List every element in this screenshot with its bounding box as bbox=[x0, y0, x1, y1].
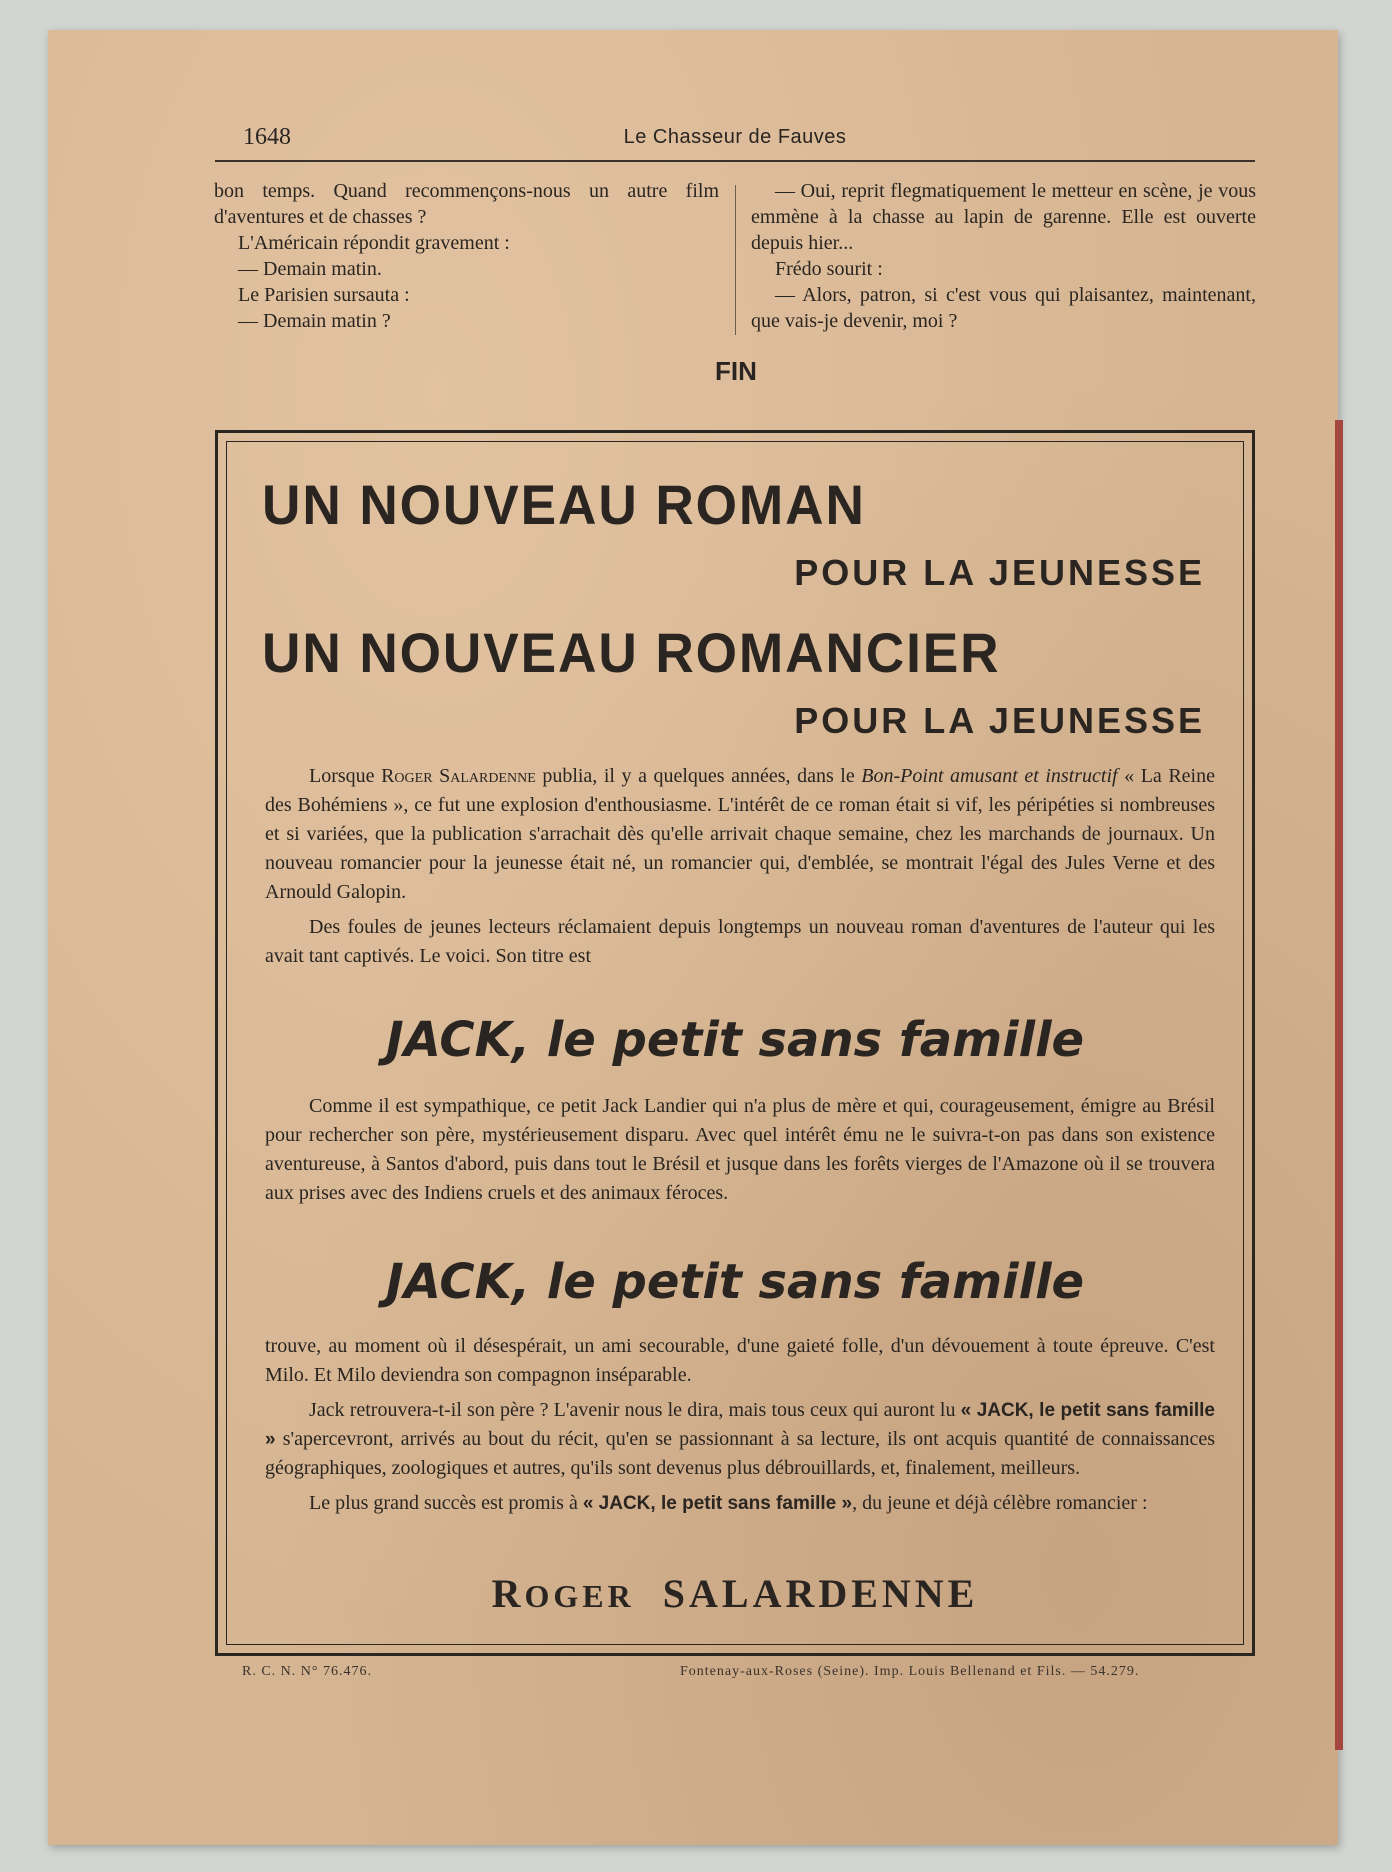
author-signature bbox=[227, 1570, 1243, 1617]
story-line: — Demain matin ? bbox=[238, 310, 391, 332]
story-line: Frédo sourit : bbox=[775, 258, 883, 280]
ad-paragraph: trouve, au moment où il désespérait, un ami secourable, d'une gaieté folle, d'un dévouement à toute épreuve. C'est Milo. Et Milo deviendra son compagnon inséparable. bbox=[265, 1335, 1215, 1386]
book-title: JACK, le petit sans famille bbox=[385, 1012, 1085, 1068]
running-title: Le Chasseur de Fauves bbox=[623, 126, 847, 148]
ad-closing-paragraphs bbox=[265, 1332, 1215, 1518]
text-run: Le plus grand succès est promis à bbox=[309, 1492, 583, 1514]
story-line: L'Américain répondit gravement : bbox=[238, 232, 510, 254]
ad-paragraph bbox=[265, 1489, 1215, 1518]
ad-paragraph bbox=[265, 1396, 1215, 1483]
ad-intro-paragraphs bbox=[265, 762, 1215, 971]
story-line: bon temps. Quand recommençons-nous un autre film d'aventures et de chasses ? bbox=[214, 180, 719, 228]
story-line: — Alors, patron, si c'est vous qui plaisantez, maintenant, que vais-je devenir, moi ? bbox=[751, 284, 1256, 332]
author-name: Roger Salardenne bbox=[381, 765, 536, 787]
story-end-marker: FIN bbox=[715, 356, 757, 386]
story-right-column bbox=[751, 178, 1256, 334]
advertisement-inner-border bbox=[226, 441, 1244, 1645]
story-left-column bbox=[214, 178, 719, 334]
book-title-repeat: JACK, le petit sans famille bbox=[385, 1254, 1085, 1310]
cover-edge bbox=[1335, 420, 1343, 1750]
ad-headline-1: UN NOUVEAU ROMAN bbox=[262, 473, 866, 536]
ad-paragraph: Comme il est sympathique, ce petit Jack Landier qui n'a plus de mère et qui, courageusement, émigre au Brésil pour rechercher son père, mystérieusement disparu. Avec quel intérêt ému ne le suivra-t-on pas dans son existence aventureuse, à Santos d'abord, puis dans tout le Brésil et jusque dans les forêts vierges de l'Amazone où il se trouvera aux prises avec des Indiens cruels et des animaux féroces. bbox=[265, 1095, 1215, 1204]
column-divider bbox=[735, 185, 736, 335]
story-line: Le Parisien sursauta : bbox=[238, 284, 410, 306]
text-run: Lorsque bbox=[309, 765, 382, 787]
ad-subline-1: POUR LA JEUNESSE bbox=[794, 552, 1205, 593]
author-initial: R bbox=[491, 1571, 525, 1616]
advertisement-box bbox=[215, 430, 1255, 1656]
ad-paragraph bbox=[265, 762, 1215, 907]
ad-subline-2: POUR LA JEUNESSE bbox=[794, 700, 1205, 741]
page-number: 1648 bbox=[243, 124, 291, 150]
author-initial: S bbox=[662, 1571, 689, 1616]
registration-number: R. C. N. N° 76.476. bbox=[242, 1664, 372, 1679]
book-title-inline: « JACK, le petit sans famille » bbox=[265, 1400, 1215, 1450]
publication-name: Bon-Point amusant et instructif bbox=[861, 765, 1118, 787]
printer-imprint: Fontenay-aux-Roses (Seine). Imp. Louis Bellenand et Fils. — 54.279. bbox=[680, 1664, 1140, 1679]
author-first-name: OGER bbox=[524, 1578, 635, 1614]
story-line: — Demain matin. bbox=[238, 258, 382, 280]
ad-paragraph: Des foules de jeunes lecteurs réclamaient depuis longtemps un nouveau roman d'aventures de l'auteur qui les avait tant captivés. Le voici. Son titre est bbox=[265, 916, 1215, 967]
author-last-name: ALARDENNE bbox=[689, 1571, 979, 1616]
book-title-inline: « JACK, le petit sans famille » bbox=[582, 1493, 853, 1514]
text-run: publia, il y a quelques années, dans le bbox=[535, 765, 862, 787]
text-run: s'apercevront, arrivés au bout du récit, qu'en se passionnant à sa lecture, ils ont acquis quantité de connaissances géographiques, zoologiques et autres, qu'ils sont devenus plus débrouillards, et, finalement, meilleurs. bbox=[265, 1428, 1215, 1479]
text-run: Jack retrouvera-t-il son père ? L'avenir nous le dira, mais tous ceux qui auront lu bbox=[309, 1399, 961, 1421]
text-run: , du jeune et déjà célèbre romancier : bbox=[852, 1492, 1148, 1514]
text-run: « La Reine des Bohémiens », ce fut une explosion d'enthousiasme. L'intérêt de ce roman était si vif, les péripéties si nombreuses et si variées, que la publication s'arrachait dès qu'elle arrivait chaque semaine, chez les marchands de journaux. Un nouveau romancier pour la jeunesse était né, un romancier qui, d'emblée, se montrait l'égal des Jules Verne et des Arnould Galopin. bbox=[265, 765, 1215, 903]
running-header bbox=[215, 120, 1255, 162]
story-line: — Oui, reprit flegmatiquement le metteur en scène, je vous emmène à la chasse au lapin de garenne. Elle est ouverte depuis hier... bbox=[751, 180, 1256, 254]
ad-story-paragraph bbox=[265, 1092, 1215, 1208]
ad-headline-2: UN NOUVEAU ROMANCIER bbox=[262, 621, 1001, 684]
